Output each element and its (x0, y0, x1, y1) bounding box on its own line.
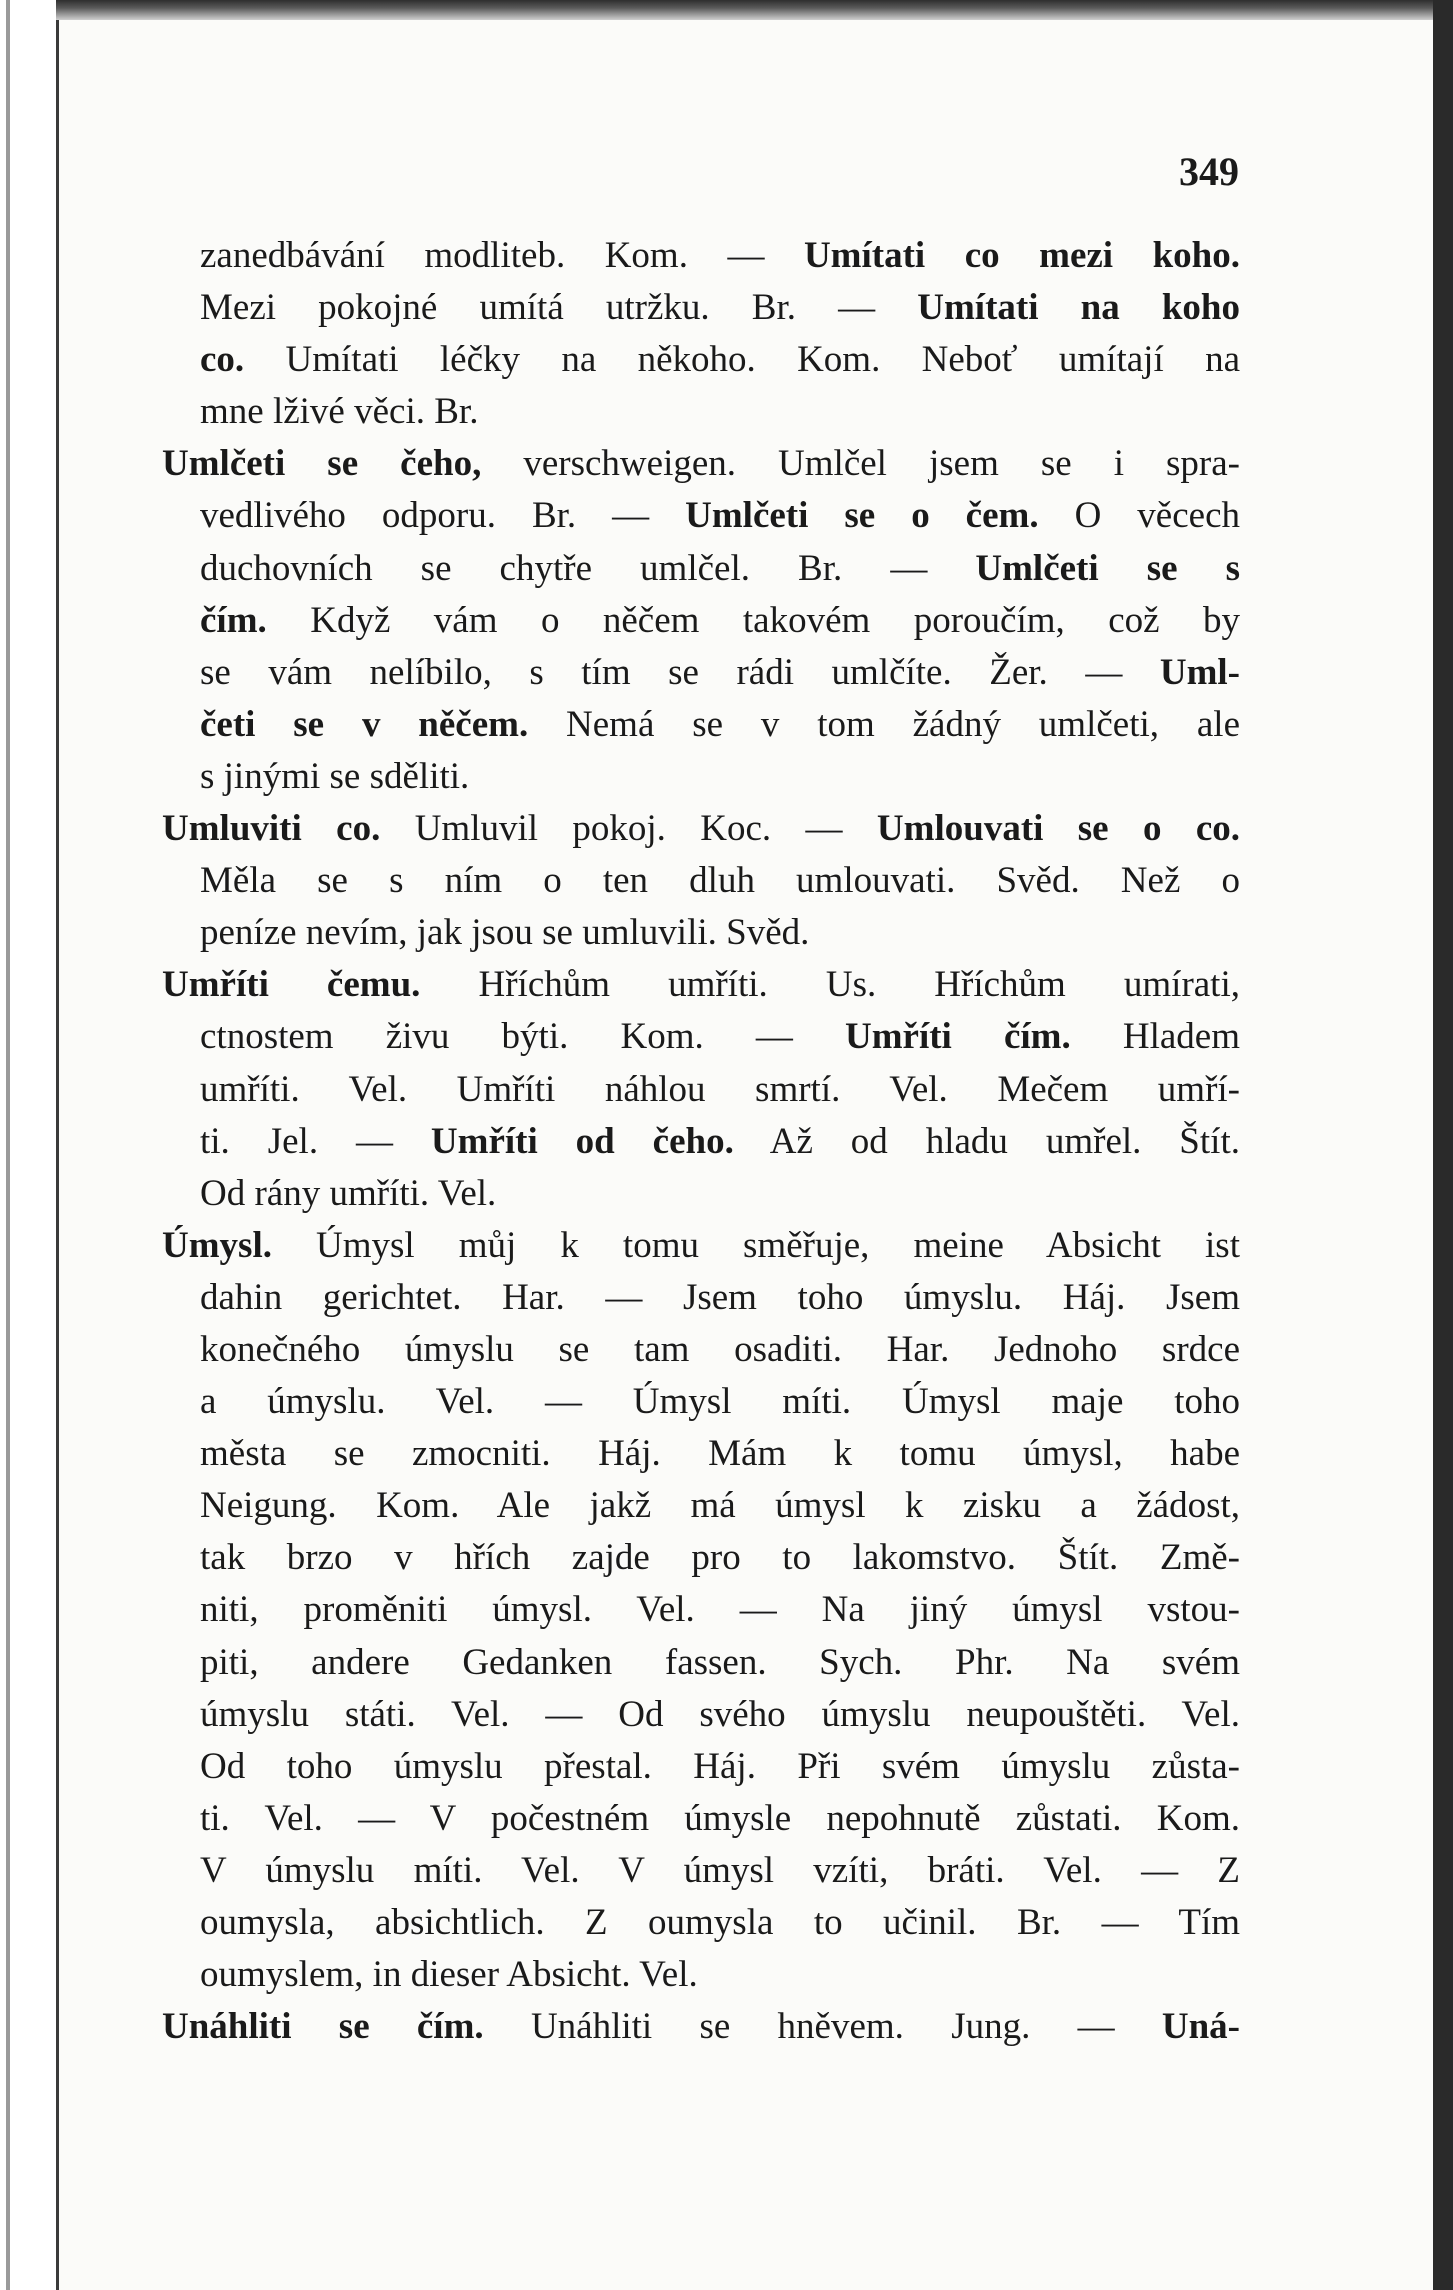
text-segment: V úmyslu míti. Vel. V úmysl vzíti, bráti. Vel. — Z (200, 1849, 1240, 1891)
text-line (200, 282, 1240, 334)
headword: Umítati na koho (917, 287, 1240, 329)
entry-headline (162, 803, 1240, 855)
headword: Umlouvati se o co. (876, 808, 1241, 850)
headword: co. (200, 339, 245, 381)
text-segment: Když vám o něčem takovém poroučím, což by (266, 599, 1240, 641)
text-line (200, 386, 1240, 438)
entry-headline (162, 959, 1240, 1011)
text-line (200, 1376, 1240, 1428)
page-right-edge (1433, 0, 1453, 2290)
text-line (200, 1637, 1240, 1689)
text-segment: Hladem (1070, 1016, 1240, 1058)
text-line (200, 1532, 1240, 1584)
page-edge-line (6, 0, 10, 2290)
text-segment: duchovních se chytře umlčel. Br. — (200, 547, 976, 589)
text-segment: Od rány umříti. Vel. (200, 1172, 497, 1214)
text-line (200, 1741, 1240, 1793)
text-segment: ti. Vel. — V počestném úmysle nepohnutě zůstati. Kom. (200, 1797, 1240, 1839)
text-segment: oumyslem, in dieser Absicht. Vel. (200, 1954, 698, 1996)
text-segment: peníze nevím, jak jsou se umluvili. Svěd. (200, 912, 810, 954)
headword: Umříti od čeho. (430, 1120, 734, 1162)
text-segment: ctnostem živu býti. Kom. — (200, 1016, 845, 1058)
text-line (200, 1845, 1240, 1897)
text-segment: a úmyslu. Vel. — Úmysl míti. Úmysl maje toho (200, 1381, 1240, 1423)
text-segment: Umítati léčky na někoho. Kom. Neboť umítají na (244, 339, 1240, 381)
text-line (200, 907, 1240, 959)
headword: četi se v něčem. (200, 703, 529, 745)
text-segment: Neigung. Kom. Ale jakž má úmysl k zisku a žádost, (200, 1485, 1240, 1527)
text-segment: Úmysl můj k tomu směřuje, meine Absicht ist (271, 1224, 1240, 1266)
entry-headline (162, 2001, 1240, 2053)
text-line (200, 1689, 1240, 1741)
text-line (200, 1428, 1240, 1480)
text-line (200, 1324, 1240, 1376)
text-line (200, 1949, 1240, 2001)
text-segment: úmyslu státi. Vel. — Od svého úmyslu neupouštěti. Vel. (200, 1693, 1240, 1735)
headword: Uml- (1159, 651, 1240, 693)
text-segment: se vám nelíbilo, s tím se rádi umlčíte. Žer. — (200, 651, 1160, 693)
headword: Umlčeti se o čem. (685, 495, 1039, 537)
text-line (200, 334, 1240, 386)
headword: Uná- (1161, 2006, 1240, 2048)
page-number: 349 (1179, 149, 1239, 194)
text-line (200, 1897, 1240, 1949)
text-segment: tak brzo v hřích zajde pro to lakomstvo. Štít. Změ- (200, 1537, 1240, 1579)
text-line (200, 230, 1240, 282)
text-segment: zanedbávání modliteb. Kom. — (200, 235, 804, 276)
text-segment: Od toho úmyslu přestal. Háj. Při svém úmyslu zůsta- (200, 1745, 1240, 1787)
text-segment: Mezi pokojné umítá utržku. Br. — (200, 287, 918, 329)
text-line (200, 1584, 1240, 1636)
text-segment: vedlivého odporu. Br. — (200, 495, 686, 537)
headword: Unáhliti se čím. (162, 2006, 484, 2048)
text-line (200, 490, 1240, 542)
text-segment: s jinými se sděliti. (200, 755, 470, 797)
page-left-edge (0, 0, 59, 2290)
text-segment: umříti. Vel. Umříti náhlou smrtí. Vel. Mečem umří- (200, 1068, 1240, 1110)
text-segment: verschweigen. Umlčel jsem se i spra- (481, 443, 1241, 485)
text-segment: města se zmocniti. Háj. Mám k tomu úmysl, habe (200, 1433, 1240, 1475)
text-segment: ti. Jel. — (200, 1120, 431, 1162)
entry-headline (162, 438, 1240, 490)
headword: Úmysl. (162, 1224, 272, 1266)
page-top-edge (56, 0, 1433, 20)
text-line (200, 595, 1240, 647)
text-line (200, 1064, 1240, 1116)
text-segment: konečného úmyslu se tam osaditi. Har. Jednoho srdce (200, 1328, 1240, 1370)
text-segment: mne lživé věci. Br. (200, 391, 479, 433)
text-line (200, 1168, 1240, 1220)
text-segment: oumysla, absichtlich. Z oumysla to učinil. Br. — Tím (200, 1902, 1240, 1943)
text-line (200, 699, 1240, 751)
text-segment: Měla se s ním o ten dluh umlouvati. Svěd. Než o (200, 860, 1240, 902)
headword: Umříti čím. (844, 1016, 1071, 1058)
headword: Umítati co mezi koho. (803, 235, 1240, 276)
text-line (200, 1793, 1240, 1845)
text-segment: O věcech (1038, 495, 1240, 537)
text-segment: Nemá se v tom žádný umlčeti, ale (528, 703, 1240, 745)
text-segment: Unáhliti se hněvem. Jung. — (483, 2006, 1162, 2048)
text-segment: Až od hladu umřel. Štít. (733, 1120, 1240, 1162)
dictionary-text (162, 230, 1241, 2053)
headword: čím. (200, 599, 267, 641)
text-line (200, 1011, 1240, 1063)
text-line (200, 543, 1240, 595)
text-line (200, 647, 1240, 699)
headword: Umluviti co. (162, 808, 381, 850)
text-segment: Umluvil pokoj. Koc. — (380, 808, 877, 850)
headword: Umlčeti se s (975, 547, 1240, 589)
text-line (200, 1272, 1240, 1324)
text-segment: piti, andere Gedanken fassen. Sych. Phr. Na svém (200, 1641, 1240, 1683)
headword: Umříti čemu. (162, 964, 421, 1006)
text-segment: dahin gerichtet. Har. — Jsem toho úmyslu. Háj. Jsem (200, 1276, 1240, 1318)
text-line (200, 751, 1240, 803)
text-segment: Hříchům umříti. Us. Hříchům umírati, (420, 964, 1240, 1006)
text-segment: niti, proměniti úmysl. Vel. — Na jiný úmysl vstou- (200, 1589, 1240, 1631)
text-line (200, 855, 1240, 907)
entry-headline (162, 1220, 1240, 1272)
text-line (200, 1116, 1240, 1168)
headword: Umlčeti se čeho, (162, 443, 482, 485)
text-line (200, 1480, 1240, 1532)
